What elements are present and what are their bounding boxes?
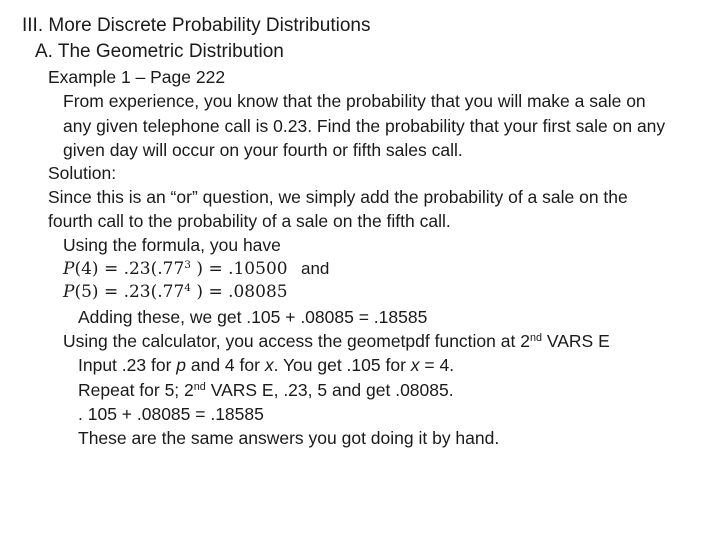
formula-and: and — [300, 259, 330, 278]
closing-line: These are the same answers you got doing it by hand. — [78, 428, 500, 448]
input-line-x1: x — [264, 355, 274, 375]
formula-p4-exponent: 3 — [184, 259, 191, 272]
formula-p4-fn: P — [63, 259, 75, 279]
formula-p5-result: ) = .08085 — [191, 282, 288, 302]
section-heading: III. More Discrete Probability Distributions — [22, 15, 371, 36]
formula-p5-exponent: 4 — [184, 282, 191, 295]
input-line — [78, 354, 454, 376]
calculator-line-sup: nd — [529, 332, 543, 345]
adding-line: Adding these, we get .105 + .08085 = .18585 — [78, 307, 428, 327]
input-line-p: p — [176, 355, 186, 375]
input-line-a: Input .23 for — [78, 355, 177, 375]
repeat-line-post: VARS E, .23, 5 and get .08085. — [205, 380, 454, 400]
formula-p4 — [63, 258, 329, 280]
repeat-line — [78, 379, 454, 401]
solution-label: Solution: — [48, 163, 117, 183]
calculator-line-end: VARS E — [542, 331, 610, 351]
solution-intro-2: fourth call to the probability of a sale on the fifth call. — [48, 211, 451, 231]
formula-intro: Using the formula, you have — [63, 235, 281, 255]
sum-line: . 105 + .08085 = .18585 — [78, 404, 264, 424]
calculator-line — [63, 330, 610, 352]
input-line-x2: x — [410, 355, 420, 375]
formula-p5-arg: (5) = .23(.77 — [74, 282, 185, 302]
formula-p4-result: ) = .10500 — [191, 259, 288, 279]
solution-intro-1: Since this is an “or” question, we simply add the probability of a sale on the — [48, 187, 628, 207]
problem-line-3: given day will occur on your fourth or fifth sales call. — [63, 140, 463, 160]
problem-line-1: From experience, you know that the probability that you will make a sale on — [63, 91, 646, 111]
formula-p4-arg: (4) = .23(.77 — [74, 259, 185, 279]
example-title: Example 1 – Page 222 — [48, 67, 226, 87]
problem-line-2: any given telephone call is 0.23. Find the probability that your first sale on any — [63, 116, 666, 136]
subsection-heading: A. The Geometric Distribution — [35, 41, 284, 62]
repeat-line-sup: nd — [193, 381, 206, 394]
input-line-d: = 4. — [419, 355, 455, 375]
formula-p5 — [63, 281, 288, 303]
repeat-line-pre: Repeat for 5; 2 — [78, 380, 194, 400]
formula-p5-fn: P — [63, 282, 75, 302]
input-line-c: . You get .105 for — [273, 355, 411, 375]
calculator-line-text: Using the calculator, you access the geometpdf function at 2 — [63, 331, 530, 351]
input-line-b: and 4 for — [186, 355, 265, 375]
